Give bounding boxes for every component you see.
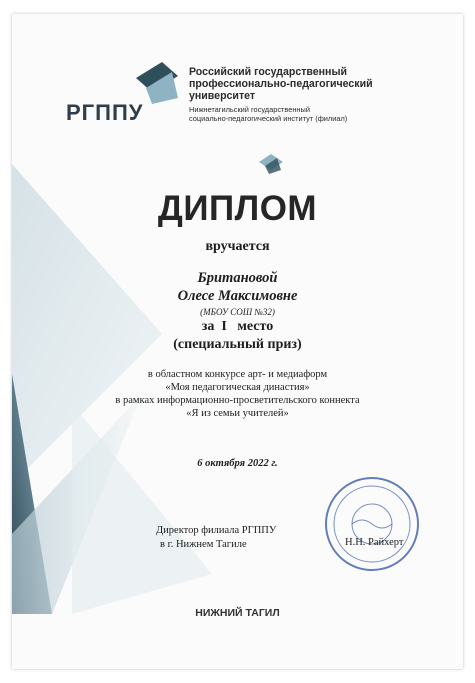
diploma-title: ДИПЛОМ [157, 189, 318, 228]
special-prize-label: (специальный приз) [173, 337, 302, 352]
place-label: за I место [201, 319, 274, 334]
contest-line-3: в рамках информационно-просветительского коннекта [115, 395, 360, 406]
contest-line-2: «Моя педагогическая династия» [165, 382, 310, 393]
diploma-sheet [12, 14, 463, 669]
signature-title-line2: в г. Нижнем Тагиле [160, 539, 247, 550]
recipient-surname: Британовой [197, 270, 278, 286]
awarded-label: вручается [205, 239, 270, 254]
contest-line-1: в областном конкурсе арт- и медиаформ [147, 369, 328, 380]
recipient-given-name: Олесе Максимовне [177, 288, 298, 304]
signature-title-line1: Директор филиала РГППУ [156, 525, 277, 536]
award-date: 6 октября 2022 г. [197, 458, 278, 469]
university-logo-text: РГППУ [66, 100, 144, 125]
university-name: Российский государственный профессионально-педагогический университет [189, 66, 373, 102]
contest-line-4: «Я из семьи учителей» [186, 408, 289, 419]
signature-name: Н.Н. Райхерт [345, 537, 404, 548]
recipient-school: (МБОУ СОШ №32) [200, 307, 275, 317]
city-footer: НИЖНИЙ ТАГИЛ [195, 607, 280, 619]
branch-name: Нижнетагильский государственный социально-педагогический институт (филиал) [189, 105, 348, 123]
official-stamp-icon [322, 474, 422, 574]
emblem-icon [257, 152, 285, 176]
